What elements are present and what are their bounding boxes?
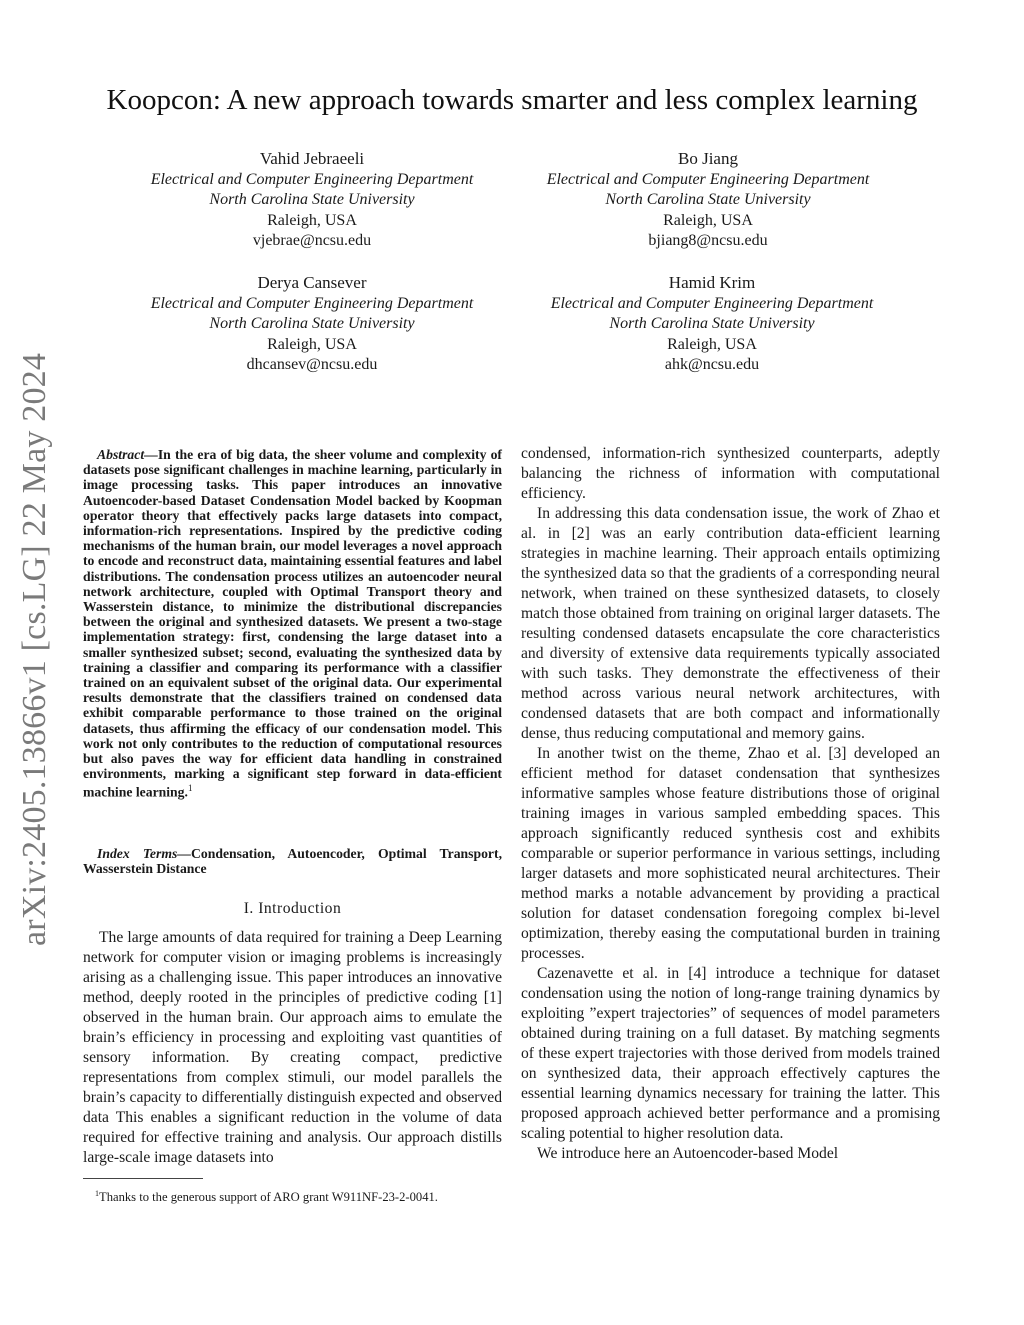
right-column [521, 444, 940, 1164]
index-terms [83, 846, 502, 876]
author-block [112, 273, 512, 376]
author-email: ahk@ncsu.edu [664, 356, 760, 373]
author-email: bjiang8@ncsu.edu [648, 232, 768, 249]
author-university: North Carolina State University [209, 191, 415, 208]
footnote-text: Thanks to the generous support of ARO grant W911NF-23-2-0041. [99, 1190, 438, 1205]
author-department: Electrical and Computer Engineering Department [546, 170, 870, 188]
paragraph: condensed, information-rich synthesized counterparts, adeptly balancing the richness of information with computational efficiency. [521, 445, 940, 502]
author-department: Electrical and Computer Engineering Department [150, 170, 474, 188]
author-email: vjebrae@ncsu.edu [252, 232, 372, 249]
author-name: Vahid Jebraeeli [259, 149, 365, 168]
index-terms-label: Index Terms— [97, 846, 191, 861]
paragraph: In addressing this data condensation issue, the work of Zhao et al. in [2] was an early contribution data-efficient learning strategies in machine learning. Their approach entails optimizing the synthesized data so that the gradients of a corresponding neural network, when trained on these synthesized datasets, to closely match those obtained from training on original larger datasets. The resulting condensed datasets encapsulate the core characteristics and diversity of extensive data requirements typically associated with such tasks. They demonstrate the effectiveness of their method across various neural network architectures, with condensed datasets that are both compact and informationally dense, thus reducing computational and memory gains. [521, 505, 940, 742]
author-department: Electrical and Computer Engineering Department [150, 294, 474, 312]
abstract-label: Abstract— [97, 447, 158, 462]
author-name: Hamid Krim [668, 273, 756, 292]
author-block [508, 149, 908, 252]
abstract-footnote-mark: 1 [187, 783, 193, 794]
section-heading: I. Introduction [243, 900, 342, 917]
paragraph: We introduce here an Autoencoder-based Model [537, 1145, 839, 1162]
author-department: Electrical and Computer Engineering Department [550, 294, 874, 312]
paper-title: Koopcon: A new approach towards smarter and less complex learning [106, 84, 918, 116]
index-terms-text: Condensation, Autoencoder, Optimal Transport, Wasserstein Distance [83, 846, 502, 877]
author-location: Raleigh, USA [267, 211, 357, 229]
footnote-mark: 1 [95, 1189, 99, 1198]
abstract-text: In the era of big data, the sheer volume and complexity of datasets pose significant challenges in machine learning, particularly in image processing tasks. This paper introduces an innovative Autoencoder-based Dataset Condensation Model backed by Koopman operator theory that effectively packs large datasets into compact, information-rich representations. Inspired by the predictive coding mechanisms of the human brain, our model leverages a novel approach to encode and reconstruct data, maintaining essential features and label distributions. The condensation process utilizes an autoencoder neural network architecture, coupled with Optimal Transport theory and Wasserstein distance, to minimize the distributional discrepancies between the original and synthesized datasets. We present a two-stage implementation strategy: first, condensing the large dataset into a smaller synthesized subset; second, evaluating the synthesized data by training a classifier and comparing its performance with a classifier trained on an equivalent subset of the original data. Our experimental results demonstrate that the classifiers trained on condensed data exhibit comparable performance to those trained on the original datasets, thus affirming the efficacy of our condensation model. This work not only contributes to the reduction of computational resources but also paves the way for efficient data handling in constrained environments, marking a significant step forward in data-efficient machine learning. [83, 447, 502, 801]
paragraph: In another twist on the theme, Zhao et al. [3] developed an efficient method for dataset condensation that synthesizes informative samples whose feature distributions those of original training images in various sampled embedding spaces. This approach significantly reduced synthesis cost and exhibits comparable or superior performance in various settings, including larger datasets and more sophisticated neural architectures. Their method marks a notable advancement by providing a practical solution for dataset condensation foregoing complex bi-level optimization, thereby easing the computational burden in training processes. [521, 745, 940, 962]
author-university: North Carolina State University [209, 315, 415, 332]
author-email: dhcansev@ncsu.edu [246, 356, 378, 373]
paragraph: Cazenavette et al. in [4] introduce a technique for dataset condensation using the notion of long-range training dynamics by exploiting ”expert trajectories” of sequences of model parameters obtained during training on a full dataset. By matching segments of these expert trajectories with those derived from models trained on synthesized data, their approach effectively captures the essential learning dynamics necessary for training the latter. This proposed approach achieved better performance and a promising scaling potential to higher resolution data. [521, 965, 940, 1142]
footnote-rule [83, 1178, 203, 1179]
intro-column [83, 928, 502, 1168]
author-university: North Carolina State University [605, 191, 811, 208]
paragraph: The large amounts of data required for training a Deep Learning network for computer vision or imaging problems is increasingly arising as a challenging issue. This paper introduces an innovative method, deeply rooted in the principles of predictive coding [1] observed in the human brain. Our approach aims to emulate the brain’s efficiency in processing and exploiting vast quantities of sensory information. By creating compact, predictive representations from complex stimuli, our model parallels the brain’s capacity to differentially distinguish expected and observed data This enables a significant reduction in the volume of data required for effective training and analysis. Our approach distills large-scale image datasets into [83, 929, 502, 1166]
author-name: Derya Cansever [257, 273, 367, 292]
author-location: Raleigh, USA [667, 335, 757, 353]
author-block [112, 149, 512, 252]
author-block [512, 273, 912, 376]
author-name: Bo Jiang [678, 149, 738, 168]
author-location: Raleigh, USA [267, 335, 357, 353]
author-university: North Carolina State University [609, 315, 815, 332]
arxiv-stamp: arXiv:2405.13866v1 [cs.LG] 22 May 2024 [16, 352, 53, 946]
author-location: Raleigh, USA [663, 211, 753, 229]
abstract [83, 447, 502, 800]
footnote [83, 1186, 502, 1205]
